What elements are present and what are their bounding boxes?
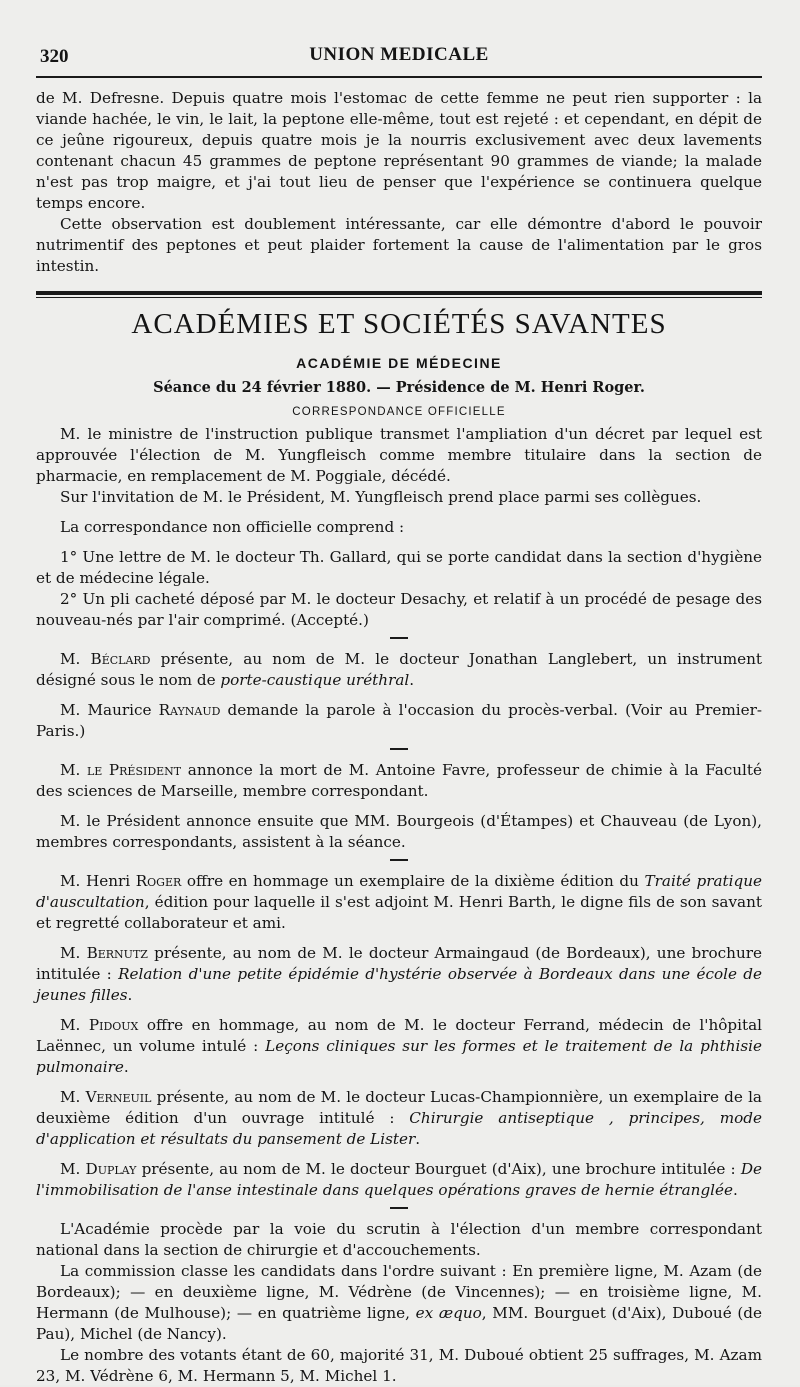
separator-dash — [390, 637, 408, 639]
work-title: Chirurgie antiseptique , principes, mode d'application et résultats du pansement de Lister — [36, 1109, 762, 1148]
paragraph-pidoux — [36, 1015, 762, 1078]
section-rule-thin — [36, 297, 762, 298]
paragraph-text: présente, au nom de M. le docteur Lucas-Championnière, un exemplaire de la deuxième édition d'un ouvrage intitulé : — [36, 1088, 762, 1127]
paragraph-election-ranking — [36, 1261, 762, 1345]
running-head — [36, 40, 762, 70]
paragraph-end: . — [123, 1058, 129, 1076]
section-rule-thick — [36, 291, 762, 295]
intro-conclusion-paragraph: Cette observation est doublement intéressante, car elle démontre d'abord le pouvoir nutrimentif des peptones et peut plaider fortement la cause de l'alimentation par le gros intestin. — [36, 215, 762, 275]
speaker-name: M. Pidoux — [60, 1016, 139, 1034]
paragraph-end: . — [127, 986, 133, 1004]
unofficial-intro: La correspondance non officielle comprend : — [60, 518, 405, 536]
paragraph-roger — [36, 871, 762, 934]
spacer — [36, 1078, 762, 1087]
latin-phrase: ex æquo — [415, 1304, 482, 1322]
work-title: porte-caustique uréthral — [220, 671, 410, 689]
paragraph-duplay — [36, 1159, 762, 1201]
speaker-prefix: M. Henri — [60, 872, 136, 890]
separator-dash — [390, 748, 408, 750]
paragraph-bernutz — [36, 943, 762, 1006]
speaker-name: M. Béclard — [60, 650, 151, 668]
spacer — [36, 802, 762, 811]
speaker-name: M. le Président — [60, 761, 182, 779]
paragraph-election-results: Le nombre des votants étant de 60, majorité 31, M. Duboué obtient 25 suffrages, M. Azam 23, M. Védrène 6, M. Hermann 5, M. Michel 1. — [36, 1346, 762, 1385]
paragraph-verneuil — [36, 1087, 762, 1150]
paragraph-text: offre en hommage un exemplaire de la dixième édition du — [181, 872, 645, 890]
spacer — [36, 1150, 762, 1159]
unofficial-item-1: 1° Une lettre de M. le docteur Th. Gallard, qui se porte candidat dans la section d'hygiène et de médecine légale. — [36, 548, 762, 587]
speaker-name: M. Verneuil — [60, 1088, 152, 1106]
paragraph-text: présente, au nom de M. le docteur Jonathan Langlebert, un instrument désigné sous le nom de — [36, 650, 763, 689]
spacer — [36, 538, 762, 547]
spacer — [36, 934, 762, 943]
journal-title: UNION MEDICALE — [309, 44, 489, 65]
work-title: Traité pratique d'auscultation — [36, 872, 762, 911]
paragraph-text: La commission classe les candidats dans l'ordre suivant : En première ligne, M. Azam (de Bordeaux); — en deuxième ligne, M. Védrène (de Vincennes); — en troisième ligne, M. Hermann (de Mulhouse); — en quatrième ligne, — [36, 1262, 762, 1322]
speaker-name: M. Bernutz — [60, 944, 148, 962]
speaker-name: Roger — [135, 872, 182, 890]
section-title: ACADÉMIES ET SOCIÉTÉS SAVANTES — [131, 308, 667, 340]
paragraph-text: offre en hommage, au nom de M. le docteur Ferrand, médecin de l'hôpital Laënnec, un volume intulé : — [36, 1016, 762, 1055]
speaker-name: Raynaud — [158, 701, 221, 719]
paragraph-election-intro: L'Académie procède par la voie du scrutin à l'élection d'un membre correspondant national dans la section de chirurgie et d'accouchements. — [36, 1220, 762, 1259]
work-title: Leçons cliniques sur les formes et le traitement de la phthisie pulmonaire — [36, 1037, 762, 1076]
separator-dash — [390, 1207, 408, 1209]
paragraph-text: demande la parole à l'occasion du procès-verbal. (Voir au Premier-Paris.) — [36, 701, 762, 740]
session-line: Séance du 24 février 1880. — Présidence de M. Henri Roger. — [153, 379, 645, 396]
page-number: 320 — [40, 46, 69, 67]
paragraph-end: . — [415, 1130, 421, 1148]
paragraph-text-end: , MM. Bourguet (d'Aix), Duboué (de Pau), Michel (de Nancy). — [36, 1304, 762, 1343]
work-title: De l'immobilisation de l'anse intestinale dans quelques opérations graves de hernie étranglée — [36, 1160, 762, 1199]
speaker-name: M. Duplay — [60, 1160, 137, 1178]
paragraph-president-death — [36, 760, 762, 802]
paragraph-end: . — [409, 671, 415, 689]
paragraph-text: annonce la mort de M. Antoine Favre, professeur de chimie à la Faculté des sciences de Marseille, membre correspondant. — [36, 761, 763, 800]
official-paragraph-invitation: Sur l'invitation de M. le Président, M. Yungfleisch prend place parmi ses collègues. — [60, 488, 702, 506]
spacer — [36, 1006, 762, 1015]
paragraph-raynaud — [36, 700, 762, 742]
academy-title: ACADÉMIE DE MÉDECINE — [296, 355, 502, 371]
spacer — [36, 508, 762, 517]
unofficial-item-2: 2° Un pli cacheté déposé par M. le docteur Desachy, et relatif à un procédé de pesage des nouveau-nés par l'air comprimé. (Accepté.) — [36, 590, 762, 629]
work-title: Relation d'une petite épidémie d'hystérie observée à Bordeaux dans une école de jeunes filles — [36, 965, 762, 1004]
official-paragraph-decree: M. le ministre de l'instruction publique transmet l'ampliation d'un décret par lequel est approuvée l'élection de M. Yungfleisch comme membre titulaire dans la section de pharmacie, en remplacement de M. Poggiale, décédé. — [36, 425, 762, 485]
paragraph-president-members: M. le Président annonce ensuite que MM. Bourgeois (d'Étampes) et Chauveau (de Lyon), membres correspondants, assistent à la séance. — [36, 812, 762, 851]
official-correspondence-heading: CORRESPONDANCE OFFICIELLE — [292, 406, 506, 418]
speaker-prefix: M. Maurice — [60, 701, 159, 719]
paragraph-beclard — [36, 649, 762, 691]
intro-paragraph: de M. Defresne. Depuis quatre mois l'estomac de cette femme ne peut rien supporter : la viande hachée, le vin, le lait, la peptone elle-même, tout est rejeté : et cependant, en dépit de ce jeûne rigoureux, depuis quatre mois je la nourris exclusivement avec deux lavements contenant chacun 45 grammes de peptone représentant 90 grammes de viande; la malade n'est pas trop maigre, et j'ai tout lieu de penser que l'expérience se continuera quelque temps encore. — [36, 89, 762, 212]
header-rule — [36, 76, 762, 78]
paragraph-end: . — [733, 1181, 738, 1199]
separator-dash — [390, 859, 408, 861]
paragraph-text-end: , édition pour laquelle il s'est adjoint M. Henri Barth, le digne fils de son savant et regretté collaborateur et ami. — [36, 893, 762, 932]
paragraph-text: présente, au nom de M. le docteur Bourguet (d'Aix), une brochure intitulée : — [136, 1160, 741, 1178]
paragraph-text: présente, au nom de M. le docteur Armaingaud (de Bordeaux), une brochure intitulée : — [36, 944, 762, 983]
spacer — [36, 691, 762, 700]
